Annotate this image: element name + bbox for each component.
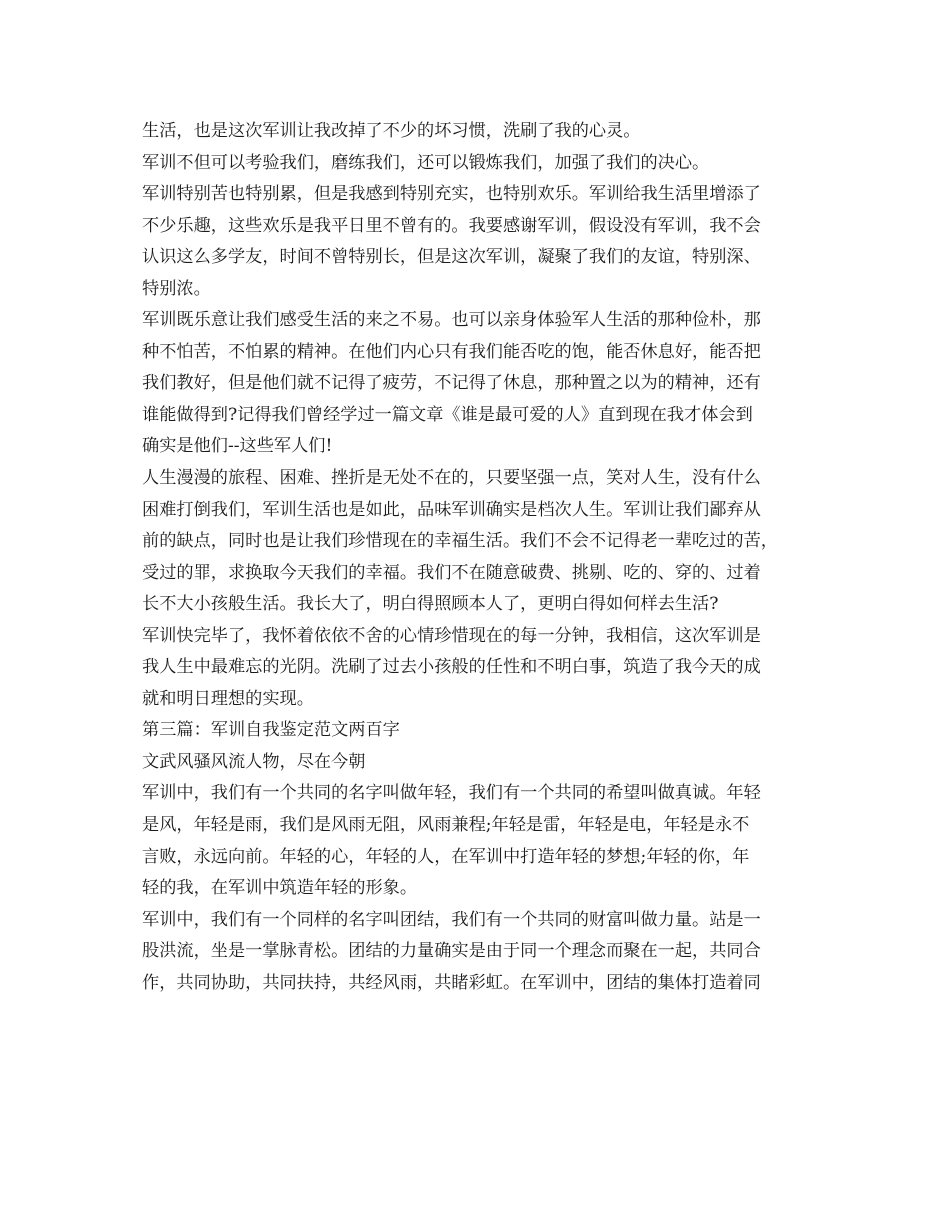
- text-line: 人生漫漫的旅程、困难、挫折是无处不在的，只要坚强一点，笑对人生，没有什么: [142, 468, 761, 489]
- text-line: 我们教好，但是他们就不记得了疲劳，不记得了休息，那种置之以为的精神，还有: [142, 373, 761, 394]
- text-line: 军训既乐意让我们感受生活的来之不易。也可以亲身体验军人生活的那种俭朴，那: [142, 310, 761, 331]
- text-line: 军训中，我们有一个同样的名字叫团结，我们有一个共同的财富叫做力量。站是一: [142, 909, 761, 930]
- text-line: 我人生中最难忘的光阴。洗刷了过去小孩般的任性和不明白事，筑造了我今天的成: [142, 657, 761, 678]
- text-line: 确实是他们--这些军人们!: [142, 436, 333, 457]
- text-line: 不少乐趣，这些欢乐是我平日里不曾有的。我要感谢军训，假设没有军训，我不会: [142, 215, 761, 236]
- text-line: 就和明日理想的实现。: [142, 688, 314, 709]
- text-line: 特别浓。: [142, 278, 211, 299]
- text-line: 前的缺点，同时也是让我们珍惜现在的幸福生活。我们不会不记得老一辈吃过的苦，: [142, 531, 778, 552]
- text-line: 军训中，我们有一个共同的名字叫做年轻，我们有一个共同的希望叫做真诚。年轻: [142, 783, 761, 804]
- text-line: 是风，年轻是雨，我们是风雨无阻，风雨兼程;年轻是雷，年轻是电，年轻是永不: [142, 815, 750, 836]
- text-line: 军训不但可以考验我们，磨练我们，还可以锻炼我们，加强了我们的决心。: [142, 152, 710, 173]
- document-body: [142, 116, 832, 999]
- section-heading: 第三篇：军训自我鉴定范文两百字: [142, 720, 400, 741]
- text-line: 言败，永远向前。年轻的心，年轻的人，在军训中打造年轻的梦想;年轻的你，年: [142, 846, 750, 867]
- text-line: 军训特别苦也特别累，但是我感到特别充实，也特别欢乐。军训给我生活里增添了: [142, 184, 761, 205]
- text-line: 谁能做得到?记得我们曾经学过一篇文章《谁是最可爱的人》直到现在我才体会到: [142, 404, 753, 425]
- text-line: 轻的我，在军训中筑造年轻的形象。: [142, 878, 418, 899]
- text-line: 受过的罪，求换取今天我们的幸福。我们不在随意破费、挑剔、吃的、穿的、过着: [142, 562, 761, 583]
- text-line: 困难打倒我们，军训生活也是如此，品味军训确实是档次人生。军训让我们鄙弃从: [142, 499, 761, 520]
- text-line: 作，共同协助，共同扶持，共经风雨，共睹彩虹。在军训中，团结的集体打造着同: [142, 972, 761, 993]
- text-line: 股洪流，坐是一掌脉青松。团结的力量确实是由于同一个理念而聚在一起，共同合: [142, 941, 761, 962]
- text-line: 种不怕苦，不怕累的精神。在他们内心只有我们能否吃的饱，能否休息好，能否把: [142, 341, 761, 362]
- text-line: 长不大小孩般生活。我长大了，明白得照顾本人了，更明白得如何样去生活?: [142, 594, 719, 615]
- section-subtitle: 文武风骚风流人物，尽在今朝: [142, 751, 366, 772]
- text-line: 生活，也是这次军训让我改掉了不少的坏习惯，洗刷了我的心灵。: [142, 121, 641, 141]
- text-line: 认识这么多学友，时间不曾特别长，但是这次军训，凝聚了我们的友谊，特别深、: [142, 247, 761, 268]
- text-line: 军训快完毕了，我怀着依依不舍的心情珍惜现在的每一分钟，我相信，这次军训是: [142, 625, 761, 646]
